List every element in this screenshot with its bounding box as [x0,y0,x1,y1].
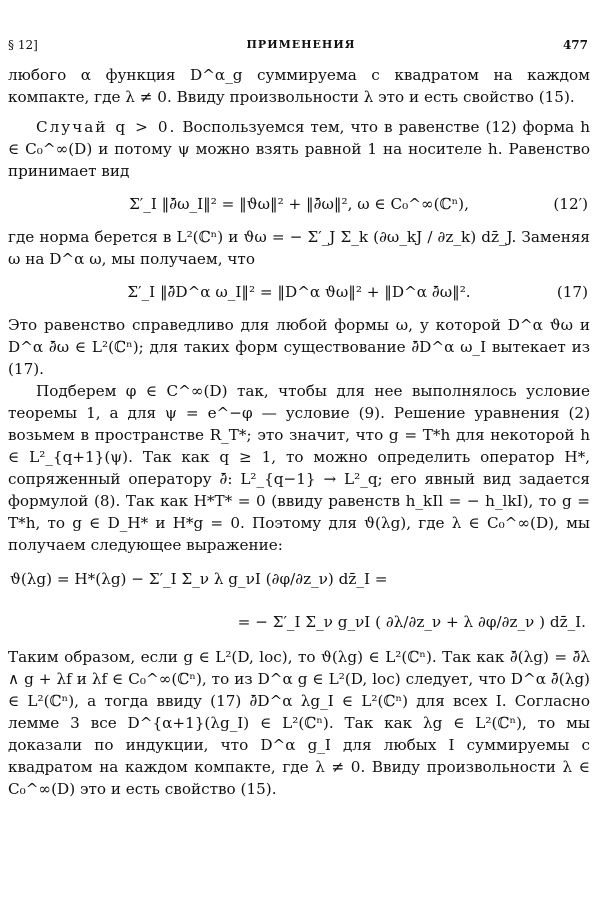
paragraph-2 [8,116,590,182]
running-header [0,34,602,58]
paragraph-5: Подберем φ ∈ C^∞(D) так, чтобы для нее выполнялось условие теоремы 1, а для ψ = e^−φ — условие (9). Решение уравнения (2) возьмем в пространстве R_T*; это значит, что g = T*h для некоторой h ∈ L²_{q+1}(ψ). Так как q ≥ 1, то можно определить оператор H*, сопряженный оператору ∂̄: L²_{q−1} → L²_q; его явный вид задается формулой (8). Так как H*T* = 0 (ввиду равенств h_kIl = − h_lkI), то g = T*h, то g ∈ D_H* и H*g = 0. Поэтому для ϑ(λg), где λ ∈ C₀^∞(D), мы получаем следующее выражение: [8,382,590,554]
page-body [8,64,590,800]
equation-17-expr: Σ′_I ‖∂̄D^α ω_I‖² = ‖D^α ϑω‖² + ‖D^α ∂̄ω‖². [127,283,471,301]
equation-theta [8,558,590,644]
paragraph-1: любого α функция D^α_g суммируема с квадратом на каждом компакте, где λ ≠ 0. Ввиду произвольности λ это и есть свойство (15). [8,66,590,106]
equation-12prime-number: (12′) [553,195,588,213]
equation-12prime-expr: Σ′_I ‖∂̄ω_I‖² = ‖ϑω‖² + ‖∂̄ω‖², ω ∈ C₀^∞(ℂⁿ), [129,195,469,213]
running-title: ПРИМЕНЕНИЯ [246,38,356,51]
paragraph-4: Это равенство справедливо для любой формы ω, у которой D^α ϑω и D^α ∂̄ω ∈ L²(ℂⁿ); для таких форм существование ∂̄D^α ω_I вытекает из (17). [8,316,590,378]
paragraph-6: Таким образом, если g ∈ L²(D, loc), то ϑ(λg) ∈ L²(ℂⁿ). Так как ∂̄(λg) = ∂̄λ ∧ g + λf и λf ∈ C₀^∞(ℂⁿ), то из D^α g ∈ L²(D, loc) следует, что D^α ∂̄(λg) ∈ L²(ℂⁿ), а тогда ввиду (17) ∂̄D^α λg_I ∈ L²(ℂⁿ) для всех I. Согласно лемме 3 все D^{α+1}(λg_I) ∈ L²(ℂⁿ). Так как λg ∈ L²(ℂⁿ), то мы доказали по индукции, что D^α g_I для любых I суммируемы с квадратом на каждом компакте, где λ ≠ 0. Ввиду произвольности λ ∈ C₀^∞(D) это и есть свойство (15). [8,648,590,798]
case-lead: Случай q > 0. [36,118,177,136]
paragraph-2-text: Воспользуемся тем, что в равенстве (12) форма h ∈ C₀^∞(D) и потому ψ можно взять равной 1 на носителе h. Равенство принимает вид [8,118,591,180]
equation-17 [8,270,590,314]
equation-theta-line-2: = − Σ′_I Σ_ν g_νI ( ∂λ/∂z_ν + λ ∂φ/∂z_ν ) dz̄_I. [237,613,586,631]
page-number: 477 [562,38,588,52]
equation-theta-line-1: ϑ(λg) = H*(λg) − Σ′_I Σ_ν λ g_νI (∂φ/∂z_ν) dz̄_I = [10,570,388,588]
paragraph-3: где норма берется в L²(ℂⁿ) и ϑω = − Σ′_J Σ_k (∂ω_kJ / ∂z_k) dz̄_J. Заменяя ω на D^α ω, мы получаем, что [8,228,590,268]
equation-17-number: (17) [556,283,588,301]
equation-12prime [8,182,590,226]
section-marker: § 12] [8,38,38,52]
